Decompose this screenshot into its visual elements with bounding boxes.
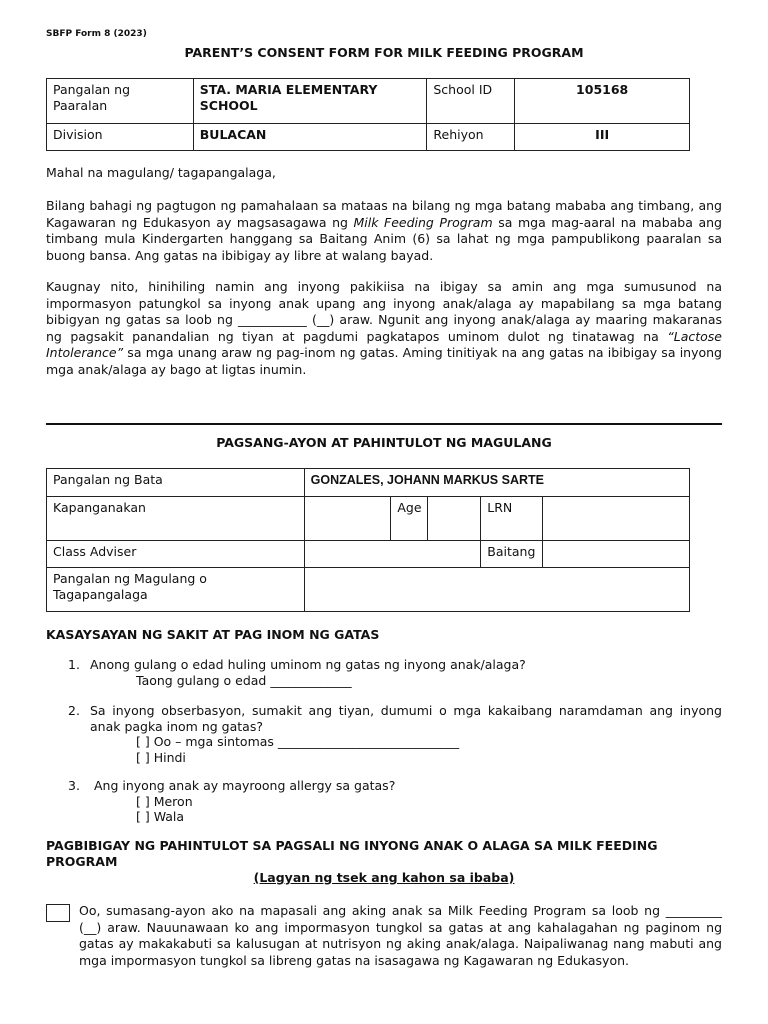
question-3-number: 3.	[68, 778, 80, 793]
child-name-label: Pangalan ng Bata	[47, 469, 305, 497]
consent-checkbox[interactable]	[46, 904, 70, 922]
consent-section-title: PAGSANG-AYON AT PAHINTULOT NG MAGULANG	[216, 435, 552, 450]
consent-statement: Oo, sumasang-ayon ako na mapasali ang aking anak sa Milk Feeding Program sa loob ng _________ (__) araw. Nauunawaan ko ang impormasyon tungkol sa gatas at ang kahalagahan ng paginom ng gatas ay makakabuti sa kalusugan at nutrisyon ng aking anak/alaga. Naipaliwanag nang mabuti ang mga impormasyon tungkol sa libreng gatas na isasagawa ng Kagawaran ng Edukasyon.	[79, 903, 722, 968]
question-1-text: Anong gulang o edad huling uminom ng gatas ng inyong anak/alaga?	[90, 657, 526, 672]
school-info-table	[46, 78, 690, 151]
grade-label: Baitang	[481, 541, 543, 568]
division-label: Division	[47, 124, 194, 151]
region-label: Rehiyon	[427, 124, 515, 151]
age-label: Age	[391, 497, 428, 541]
question-1-answer[interactable]: Taong gulang o edad _____________	[136, 672, 352, 688]
question-2-option-yes[interactable]: [ ] Oo – mga sintomas _____________________________	[136, 734, 460, 749]
question-2	[68, 703, 722, 765]
salutation: Mahal na magulang/ tagapangalaga,	[46, 165, 276, 180]
form-code: SBFP Form 8 (2023)	[46, 29, 147, 39]
letter-paragraph-1: Bilang bahagi ng pagtugon ng pamahalaan sa mataas na bilang ng mga batang mababa ang timbang, ang Kagawaran ng Edukasyon ay magsasagawa ng Milk Feeding Program sa mga mag-aaral na mababa ang timbang mula Kindergarten hanggang sa Baitang Anim (6) sa lahat ng mga pampublikong paaralan sa buong bansa. Ang gatas na ibibigay ay libre at walang bayad.	[46, 198, 722, 263]
child-info-table	[46, 468, 690, 612]
question-3-text: Ang inyong anak ay mayroong allergy sa gatas?	[94, 778, 396, 793]
question-1-number: 1.	[68, 657, 80, 672]
question-2-number: 2.	[68, 703, 80, 718]
permission-instruction: (Lagyan ng tsek ang kahon sa ibaba)	[253, 870, 515, 885]
school-name-value: STA. MARIA ELEMENTARY SCHOOL	[193, 79, 427, 124]
school-id-label: School ID	[427, 79, 515, 124]
question-3-option-meron[interactable]: [ ] Meron	[136, 793, 193, 809]
birthdate-value[interactable]	[304, 497, 391, 541]
adviser-label: Class Adviser	[47, 541, 305, 568]
lrn-label: LRN	[481, 497, 543, 541]
question-3-option-wala[interactable]: [ ] Wala	[136, 809, 185, 824]
question-2-text: Sa inyong obserbasyon, sumakit ang tiyan, dumumi o mga kakaibang naramdaman ang inyong anak pagka inom ng gatas?	[90, 703, 722, 734]
birthdate-label: Kapanganakan	[47, 497, 305, 541]
letter-paragraph-2: Kaugnay nito, hinihiling namin ang inyong pakikiisa na ibigay sa amin ang mga sumusunod na impormasyon patungkol sa inyong anak upang ang inyong anak/alaga ay mapabilang sa mga batang bibigyan ng gatas sa loob ng ___________ (__) araw. Ngunit ang inyong anak/alaga ay maaring makaranas ng pagsakit panandalian ng tiyan at pagdumi pagkatapos uminom dulot ng tinatawag na “Lactose Intolerance” sa mga unang araw ng pag-inom ng gatas. Aming tinitiyak na ang gatas na ibibigay sa inyong mga anak/alaga ay bago at ligtas inumin.	[46, 279, 722, 377]
grade-value[interactable]	[543, 541, 690, 568]
parent-name-label: Pangalan ng Magulang o Tagapangalaga	[47, 568, 305, 612]
adviser-value[interactable]	[304, 541, 481, 568]
section-divider	[46, 423, 722, 425]
question-1	[68, 657, 722, 688]
question-2-option-no[interactable]: [ ] Hindi	[136, 749, 186, 765]
question-3	[68, 778, 722, 825]
history-heading: KASAYSAYAN NG SAKIT AT PAG INOM NG GATAS	[46, 627, 380, 642]
school-name-label: Pangalan ng Paaralan	[47, 79, 194, 124]
school-id-value: 105168	[515, 79, 690, 124]
region-value: III	[515, 124, 690, 151]
permission-heading: PAGBIBIGAY NG PAHINTULOT SA PAGSALI NG INYONG ANAK O ALAGA SA MILK FEEDING PROGRAM	[46, 838, 658, 869]
parent-name-value[interactable]	[304, 568, 689, 612]
child-name-value: GONZALES, JOHANN MARKUS SARTE	[304, 469, 689, 497]
lrn-value[interactable]	[543, 497, 690, 541]
division-value: BULACAN	[193, 124, 427, 151]
age-value[interactable]	[428, 497, 481, 541]
form-title: PARENT’S CONSENT FORM FOR MILK FEEDING PROGRAM	[184, 45, 584, 60]
